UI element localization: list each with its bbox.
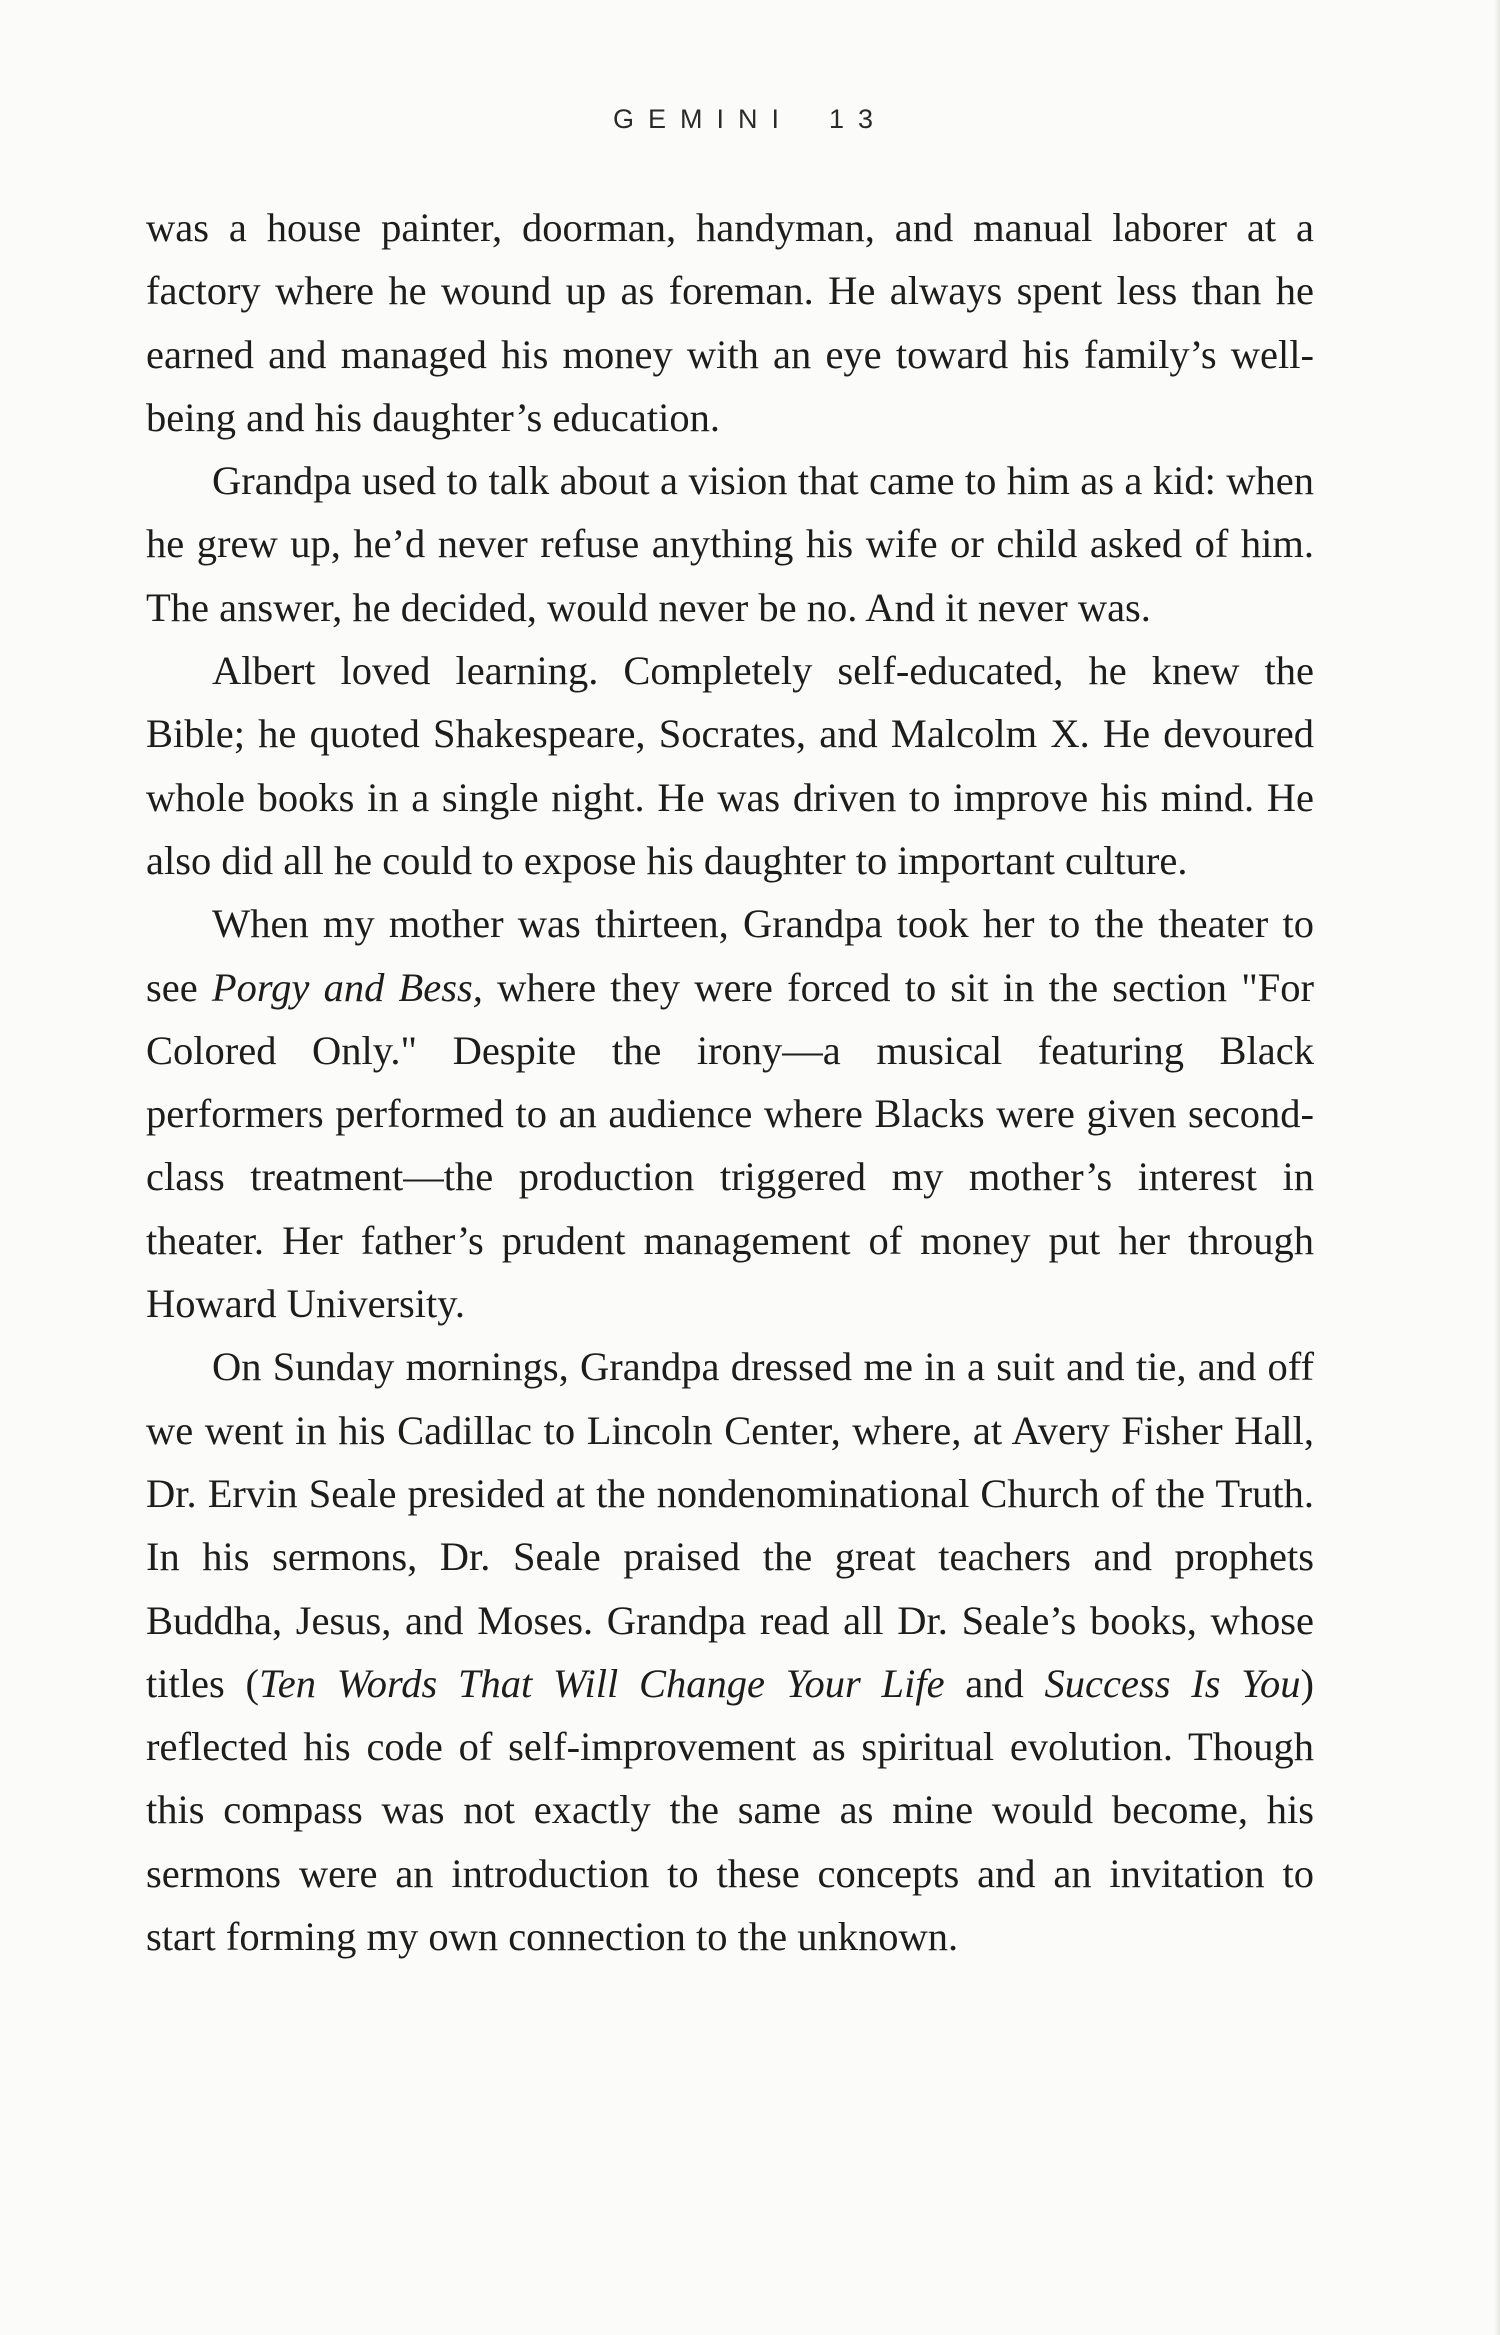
text-run: ) reflected his code of self-improvement as spiritual evolution. Though this compass was not exactly the same as mine would become, his sermons were an introduction to these concepts and an invitation to start forming my own connection to the unknown. <box>146 1660 1314 1960</box>
text-run: where they were forced to sit in the section "For Colored Only." Despite the irony—a musical featuring Black performers performed to an audience where Blacks were given second-class treatment—the production triggered my mother’s interest in theater. Her father’s prudent management of money put her through Howard University. <box>146 964 1314 1327</box>
text-run: When my mother was thirteen, Grandpa took her to the theater to see <box>146 901 1314 1010</box>
italic-title: Success Is You <box>1044 1660 1301 1706</box>
italic-title: Ten Words That Will Change Your Life <box>258 1660 945 1706</box>
text-run: On Sunday mornings, Grandpa dressed me in a suit and tie, and off we went in his Cadillac to Lincoln Center, where, at Avery Fisher Hall, Dr. Ervin Seale presided at the nondenominational Church of the Truth. In his sermons, Dr. Seale praised the great teachers and prophets Buddha, Jesus, and Moses. Grandpa read all Dr. Seale’s books, whose titles ( <box>146 1344 1314 1706</box>
paragraph <box>146 449 1314 639</box>
paragraph <box>146 196 1314 449</box>
body-text <box>146 196 1314 1968</box>
paragraph <box>146 639 1314 892</box>
text-run: was a house painter, doorman, handyman, and manual laborer at a factory where he wound up as foreman. He always spent less than he earned and managed his money with an eye toward his family’s well-being and his daughter’s education. <box>146 205 1314 440</box>
paragraph <box>146 892 1314 1335</box>
italic-title: Porgy and Bess, <box>211 964 483 1010</box>
text-run: and <box>944 1660 1045 1706</box>
text-run: Grandpa used to talk about a vision that came to him as a kid: when he grew up, he’d never refuse anything his wife or child asked of him. The answer, he decided, would never be no. And it never was. <box>146 458 1314 630</box>
running-header <box>0 104 1500 135</box>
scan-edge <box>1494 0 1500 2335</box>
running-title: GEMINI <box>612 104 793 134</box>
page-number: 13 <box>828 104 888 134</box>
paragraph <box>146 1335 1314 1968</box>
text-run: Albert loved learning. Completely self-educated, he knew the Bible; he quoted Shakespeare, Socrates, and Malcolm X. He devoured whole books in a single night. He was driven to improve his mind. He also did all he could to expose his daughter to important culture. <box>146 648 1314 883</box>
